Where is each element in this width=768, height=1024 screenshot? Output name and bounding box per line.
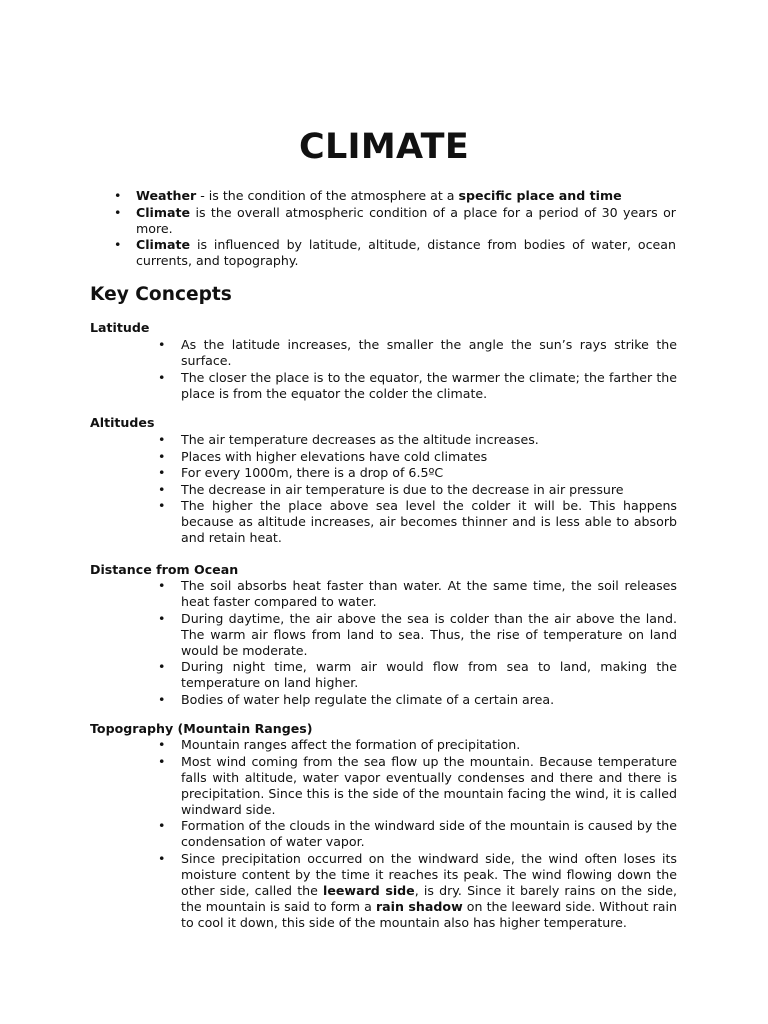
intro-item (136, 237, 676, 269)
latitude-label: Latitude (90, 320, 150, 335)
list-item: • Places with higher elevations have cold climates (181, 449, 677, 465)
term-climate: Climate (136, 237, 191, 253)
term-climate: Climate (136, 204, 191, 220)
list-item: • The air temperature decreases as the altitude increases. (181, 432, 677, 448)
list-item: • The higher the place above sea level the colder it will be. This happens because as altitude increases, air becomes thinner and is less able to absorb and retain heat. (181, 498, 677, 546)
distance-list (181, 578, 677, 708)
intro-item (136, 188, 676, 204)
term-weather: Weather (136, 188, 197, 203)
emphasis-text: specific place and time (458, 188, 622, 203)
item-text: on the leeward side. Without rain to cool it down, this side of the mountain also has higher temperature. (181, 898, 677, 930)
item-text: Since precipitation occurred on the windward side, the wind often loses its moisture content by the time it reaches its peak. The wind flowing down the other side, called the (181, 850, 677, 898)
list-item: • As the latitude increases, the smaller the angle the sun’s rays strike the surface. (181, 337, 677, 369)
list-item: • The closer the place is to the equator, the warmer the climate; the farther the place is from the equator the colder the climate. (181, 370, 677, 402)
intro-list (136, 188, 676, 270)
intro-item (136, 205, 676, 237)
intro-text: is the overall atmospheric condition of a place for a period of 30 years or more. (136, 204, 676, 236)
term-rain-shadow: rain shadow (375, 898, 463, 914)
altitudes-list (181, 432, 677, 547)
list-item: • For every 1000m, there is a drop of 6.5ºC (181, 465, 677, 481)
list-item: • The decrease in air temperature is due to the decrease in air pressure (181, 482, 677, 498)
altitudes-label: Altitudes (90, 415, 155, 430)
item-text: , is dry. Since it barely rains on the side, the mountain is said to form a (181, 882, 677, 914)
topography-label: Topography (Mountain Ranges) (90, 721, 313, 736)
list-item: • During daytime, the air above the sea is colder than the air above the land. The warm air flows from land to sea. Thus, the rise of temperature on land would be moderate. (181, 611, 677, 659)
list-item: • During night time, warm air would flow from sea to land, making the temperature on land higher. (181, 659, 677, 691)
list-item: • Mountain ranges affect the formation of precipitation. (181, 737, 677, 753)
intro-text: is influenced by latitude, altitude, distance from bodies of water, ocean currents, and topography. (136, 237, 676, 269)
intro-text: - is the condition of the atmosphere at a (196, 188, 459, 203)
list-item: • Bodies of water help regulate the climate of a certain area. (181, 692, 677, 708)
distance-label: Distance from Ocean (90, 562, 239, 577)
list-item: • Formation of the clouds in the windward side of the mountain is caused by the condensation of water vapor. (181, 818, 677, 850)
list-item (181, 851, 677, 931)
list-item: • The soil absorbs heat faster than water. At the same time, the soil releases heat faster compared to water. (181, 578, 677, 610)
term-leeward-side: leeward side (323, 882, 415, 898)
latitude-list (181, 337, 677, 402)
page-title: CLIMATE (298, 127, 470, 167)
list-item: • Most wind coming from the sea flow up the mountain. Because temperature falls with altitude, water vapor eventually condenses and there and there is precipitation. Since this is the side of the mountain facing the wind, it is called windward side. (181, 754, 677, 818)
key-concepts-heading: Key Concepts (90, 284, 232, 305)
topography-list (181, 737, 677, 931)
